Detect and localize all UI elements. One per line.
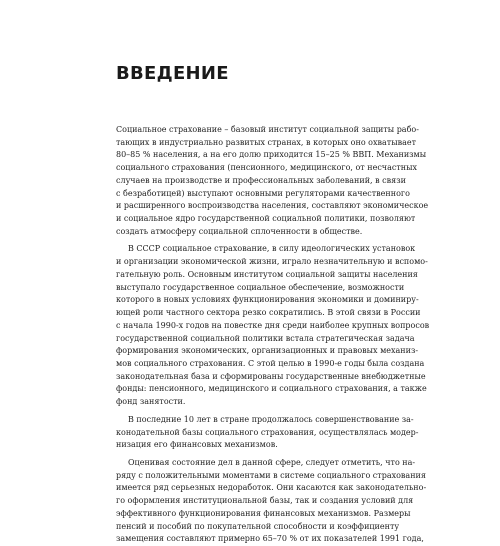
text-line: гательную роль. Основным институтом социальной защиты населения [116, 269, 418, 279]
text-line: фонд занятости. [116, 397, 186, 407]
text-line: которого в новых условиях функционирования экономики и доминиру- [116, 295, 419, 305]
text-line: формирования экономических, организационных и правовых механиз- [116, 346, 419, 356]
text-line: и расширенного воспроизводства населения, составляют экономическое [116, 201, 429, 211]
text-line: го оформления институциональной базы, так и создания условий для [116, 496, 414, 506]
text-line: конодательной базы социального страхования, осуществлялась модер- [116, 427, 419, 437]
text-line: фонды: пенсионного, медицинского и социального страхования, а также [116, 384, 427, 394]
paragraph [116, 124, 429, 238]
text-line: и социальное ядро государственной социальной политики, позволяют [116, 214, 416, 224]
text-line: В последние 10 лет в стране продолжалось совершенствование за- [128, 414, 414, 424]
paragraph [116, 457, 427, 546]
text-line: В СССР социальное страхование, в силу идеологических установок [128, 244, 416, 254]
text-line: ряду с положительными моментами в системе социального страхования [116, 470, 426, 480]
text-line: с начала 1990-х годов на повестке дня среди наиболее крупных вопросов [116, 320, 430, 330]
text-line: тающих в индустриально развитых странах, в которых оно охватывает [116, 137, 417, 147]
text-line: 80–85 % населения, а на его долю приходится 15–25 % ВВП. Механизмы [116, 150, 427, 160]
text-line: случаев на производстве и профессиональных заболеваний, в связи [116, 175, 406, 185]
text-line: ющей роли частного сектора резко сократились. В этой связи в России [116, 308, 421, 318]
text-line: и организации экономической жизни, играло незначительную и вспомо- [116, 257, 428, 267]
text-line: Социальное страхование – базовый институт социальной защиты рабо- [116, 125, 419, 134]
text-line: эффективного функционирования финансовых механизмов. Размеры [116, 508, 411, 518]
paragraph [116, 414, 419, 452]
body-text [116, 124, 430, 546]
page-title: ВВЕДЕНИЕ [116, 63, 229, 84]
text-line: низация его финансовых механизмов. [116, 440, 278, 450]
text-line: государственной социальной политики встала стратегическая задача [116, 333, 415, 343]
text-line: Оценивая состояние дел в данной сфере, следует отметить, что на- [128, 457, 416, 467]
text-line: замещения составляют примерно 65–70 % от их показателей 1991 года, [116, 534, 424, 544]
text-line: выступало государственное социальное обеспечение, возможности [116, 282, 405, 292]
text-line: законодательная база и сформированы государственные внебюджетные [116, 371, 426, 381]
text-line: пенсий и пособий по покупательной способности и коэффициенту [116, 521, 400, 531]
text-line: с безработицей) выступают основными регуляторами качественного [116, 188, 410, 198]
text-line: создать атмосферу социальной сплоченности в обществе. [116, 226, 363, 236]
text-line: имеется ряд серьезных недоработок. Они касаются как законодательно- [116, 483, 427, 493]
paragraph [116, 243, 430, 408]
text-line: мов социального страхования. С этой целью в 1990-е годы была создана [116, 358, 425, 368]
text-line: социального страхования (пенсионного, медицинского, от несчастных [116, 163, 417, 173]
